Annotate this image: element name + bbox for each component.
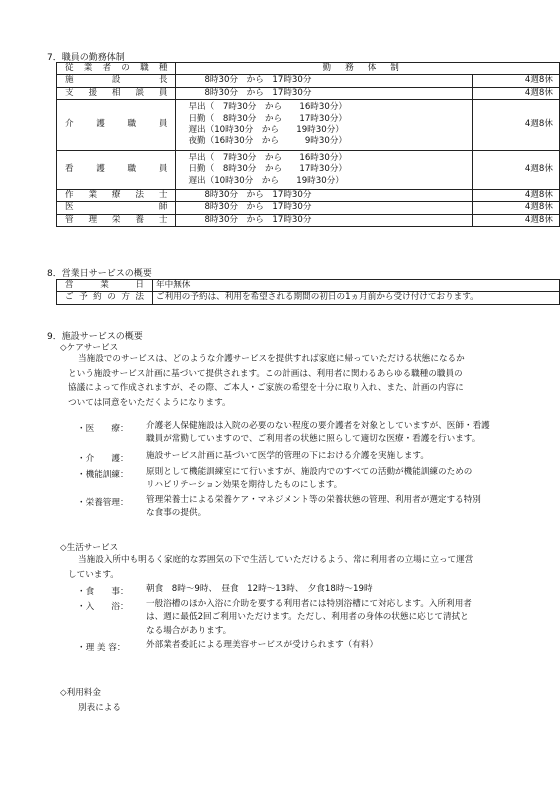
item-line: 介護老人保健施設は入院の必要のない程度の要介護者を対象としていますが、医師・看護 xyxy=(146,421,490,431)
header-role: 従業者の職種 xyxy=(57,63,176,75)
section-9-title: 9．施設サービスの概要 xyxy=(47,332,143,342)
shift-line: 遅出（10時30分 から 19時30分） xyxy=(188,175,344,186)
item-line: は、週に最低2回ご利用いただけます。ただし、利用者の身体の状態に応じて清拭と xyxy=(146,612,469,623)
fee-text: 別表による xyxy=(78,703,121,713)
fee-heading: ◇利用料金 xyxy=(60,688,101,698)
living-item-text xyxy=(146,639,378,652)
header-schedule: 勤務体制 xyxy=(176,63,560,75)
table-row xyxy=(57,280,560,292)
shift-line: 早出（ 7時30分 から 16時30分） xyxy=(188,102,348,113)
item-line: 原則として機能訓練室にて行いますが、施設内でのすべての活動が機能訓練のための xyxy=(146,467,473,477)
table-row xyxy=(57,100,560,151)
holiday-cell: 4週8休 xyxy=(473,100,560,151)
care-service-heading: ◇ケアサービス xyxy=(60,343,119,353)
living-item-text xyxy=(146,583,373,596)
role-cell: 施設長 xyxy=(57,75,176,87)
shift-line: 日勤（ 8時30分 から 17時30分） xyxy=(188,113,348,124)
paragraph-line: 協議によって作成されますが、その際、ご本人・ご家族の希望を十分に取り入れ、また、計画の内容に xyxy=(68,383,464,394)
care-item-text xyxy=(146,466,472,493)
staff-schedule-table xyxy=(56,62,560,227)
shift-line: 遅出（10時30分 から 19時30分） xyxy=(188,125,344,136)
care-item-label: ・介 護： xyxy=(77,454,129,464)
table-row xyxy=(57,75,560,87)
label-cell: ご予約の方法 xyxy=(57,292,153,304)
table-row xyxy=(57,190,560,202)
item-line: なる場合があります。 xyxy=(146,625,232,636)
shift-line: 日勤（ 8時30分 から 17時30分） xyxy=(188,164,348,175)
item-line: 施設サービス計画に基づいて医学的管理の下における介護を実施します。 xyxy=(146,451,429,461)
schedule-cell: 8時30分 から 17時30分 xyxy=(176,87,473,99)
schedule-cell xyxy=(176,100,473,151)
role-cell: 作業療法士 xyxy=(57,190,176,202)
schedule-cell: 8時30分 から 17時30分 xyxy=(176,202,473,214)
holiday-cell: 4週8休 xyxy=(473,214,560,226)
role-cell: 介護職員 xyxy=(57,100,176,151)
shift-line: 夜勤（16時30分 から 9時30分） xyxy=(188,136,348,147)
care-item-text xyxy=(146,494,481,521)
schedule-cell: 8時30分 から 17時30分 xyxy=(176,190,473,202)
item-line: リハビリテーション効果を期待したものにします。 xyxy=(146,480,343,491)
paragraph-line: という施設サービス計画に基づいて提供されます。この計画は、利用者に関わるあらゆる職種の職員の xyxy=(68,368,463,379)
living-item-text xyxy=(146,598,472,638)
table-row xyxy=(57,87,560,99)
shift-line: 早出（ 7時30分 から 16時30分） xyxy=(188,152,348,163)
living-service-heading: ◇生活サービス xyxy=(60,543,119,553)
care-item-label: ・医 療： xyxy=(77,424,129,434)
role-cell: 支援相談員 xyxy=(57,87,176,99)
living-item-label: ・理 美 容： xyxy=(77,643,126,653)
table-row xyxy=(57,292,560,304)
item-line: 管理栄養士による栄養ケア・マネジメント等の栄養状態の管理、利用者が選定する特別 xyxy=(146,495,481,505)
living-item-label: ・食 事： xyxy=(77,587,129,597)
table-header-row xyxy=(57,63,560,75)
living-item-label: ・入 浴： xyxy=(77,602,129,612)
schedule-cell: 8時30分 から 17時30分 xyxy=(176,214,473,226)
role-cell: 管理栄養士 xyxy=(57,214,176,226)
item-line: 職員が常勤していますので、ご利用者の状態に照らして適切な医療・看護を行います。 xyxy=(146,434,481,445)
care-service-paragraph xyxy=(68,352,548,410)
paragraph-line: 当施設入所中も明るく家庭的な雰囲気の下で生活していただけるよう、常に利用者の立場に立って運営 xyxy=(78,555,474,565)
care-item-label: ・栄養管理： xyxy=(77,498,129,508)
section-7-title: 7．職員の勤務体制 xyxy=(47,53,125,63)
item-line: 外部業者委託による理美容サービスが受けられます（有料） xyxy=(146,640,379,650)
table-row xyxy=(57,202,560,214)
schedule-cell xyxy=(176,150,473,189)
role-cell: 医師 xyxy=(57,202,176,214)
care-item-text xyxy=(146,420,490,447)
paragraph-line: 当施設でのサービスは、どのような介護サービスを提供すれば家庭に帰っていただける状態になるか xyxy=(78,354,465,364)
holiday-cell: 4週8休 xyxy=(473,190,560,202)
holiday-cell: 4週8休 xyxy=(473,150,560,189)
schedule-cell: 8時30分 から 17時30分 xyxy=(176,75,473,87)
value-cell: ご利用の予約は、利用を希望される期間の初日の1ヵ月前から受け付けております。 xyxy=(153,292,560,304)
item-line: な食事の提供。 xyxy=(146,508,207,519)
table-row xyxy=(57,150,560,189)
holiday-cell: 4週8休 xyxy=(473,75,560,87)
section-8-title: 8．営業日サービスの概要 xyxy=(47,269,152,279)
paragraph-line: しています。 xyxy=(68,569,119,580)
care-item-label: ・機能訓練： xyxy=(77,470,129,480)
label-cell: 営業日 xyxy=(57,280,153,292)
table-row xyxy=(57,214,560,226)
holiday-cell: 4週8休 xyxy=(473,202,560,214)
business-days-table xyxy=(56,279,560,305)
holiday-cell: 4週8休 xyxy=(473,87,560,99)
value-cell: 年中無休 xyxy=(153,280,560,292)
item-line: 朝食 8時～9時、 昼食 12時～13時、 夕食18時～19時 xyxy=(146,584,373,594)
role-cell: 看護職員 xyxy=(57,150,176,189)
item-line: 一般浴槽のほか入浴に介助を要する利用者には特別浴槽にて対応します。入所利用者 xyxy=(146,599,472,609)
care-item-text xyxy=(146,450,429,463)
living-service-paragraph xyxy=(68,553,474,582)
paragraph-line: ついては同意をいただくようになります。 xyxy=(68,397,231,408)
